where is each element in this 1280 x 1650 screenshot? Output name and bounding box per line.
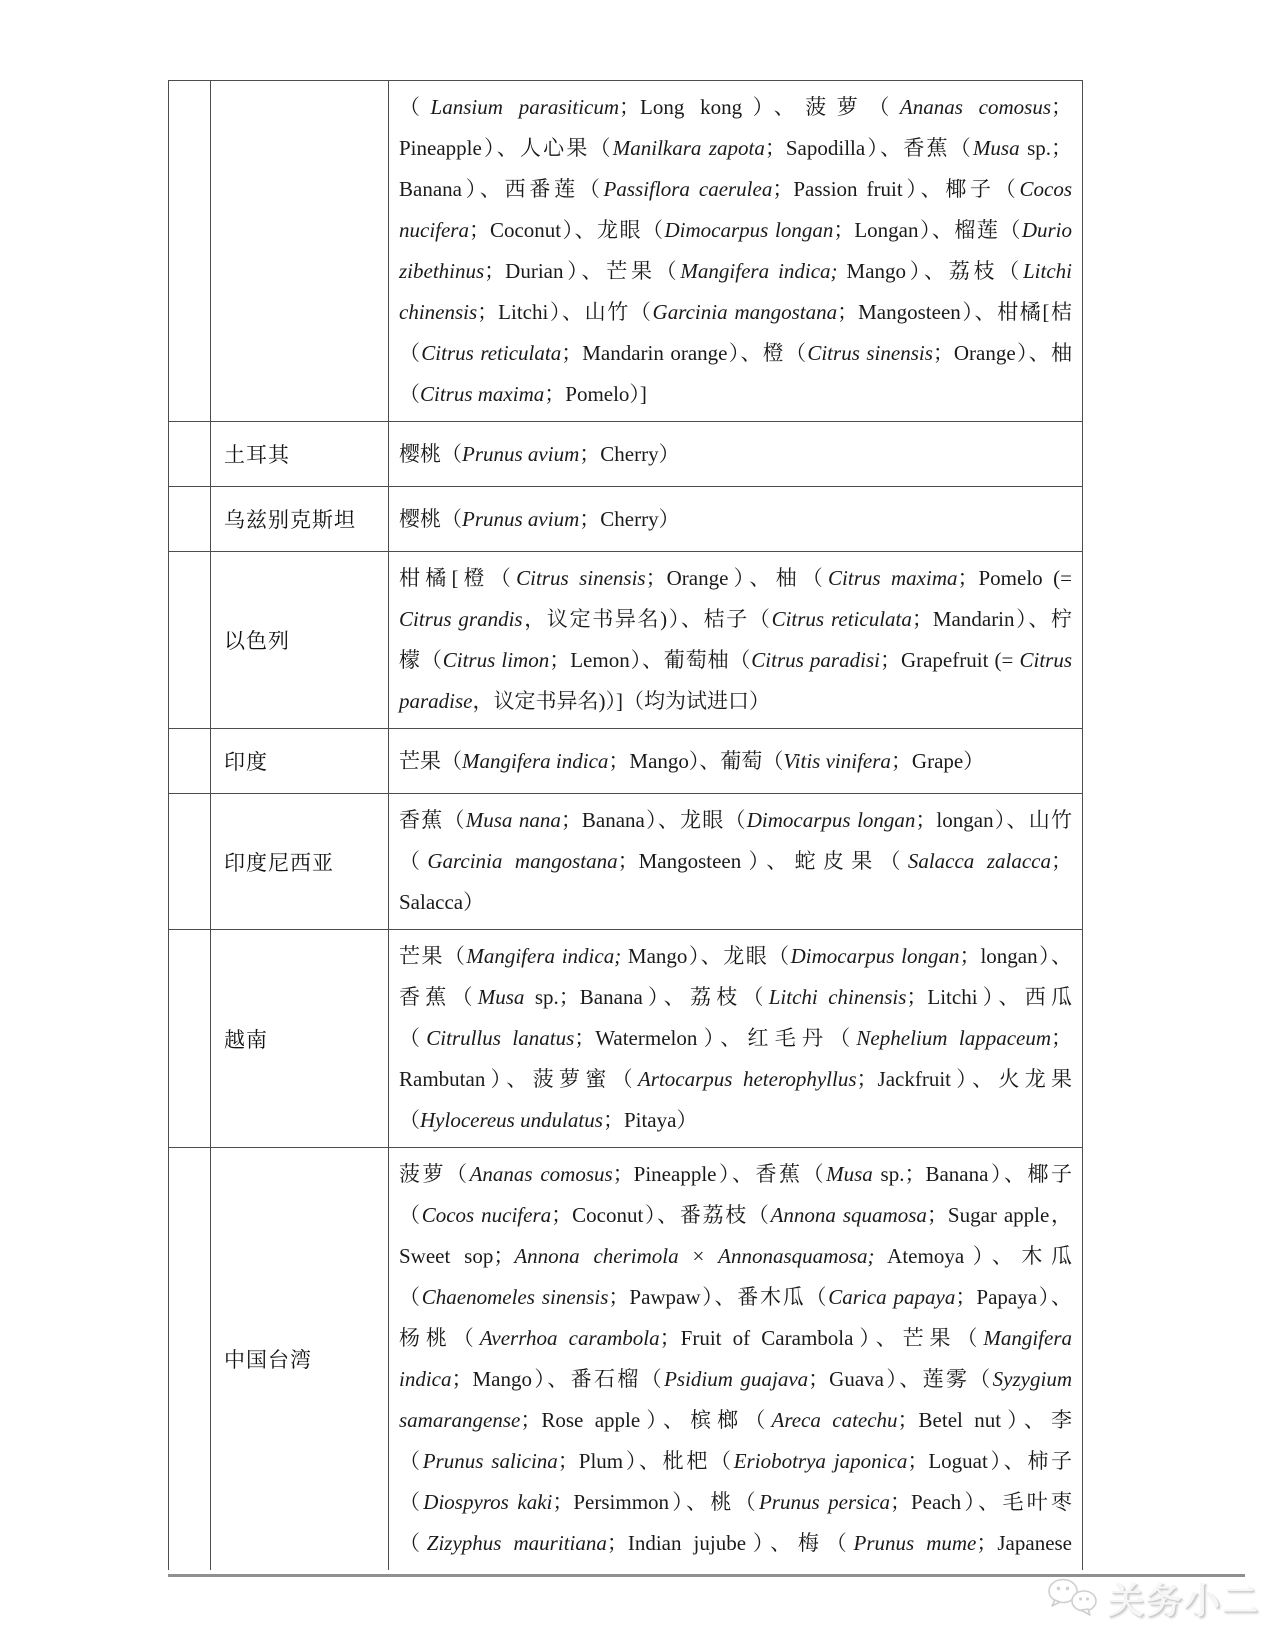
text-line: nucifera；Coconut）、龙眼（Dimocarpus longan；Longan）、榴莲（Durio: [399, 218, 1072, 242]
country-cell: 印度: [211, 729, 389, 793]
row-index-cell: [169, 81, 211, 421]
text-line: （Cocos nucifera；Coconut）、番荔枝（Annona squamosa；Sugar apple，: [399, 1203, 1072, 1227]
text-line: （Citrus reticulata；Mandarin orange）、橙（Citrus sinensis；Orange）、柚: [399, 341, 1072, 365]
fruit-list-cell: [389, 1148, 1082, 1570]
text-line: （Diospyros kaki；Persimmon）、桃（Prunus persica；Peach）、毛叶枣: [399, 1490, 1073, 1514]
country-cell: 印度尼西亚: [211, 794, 389, 929]
text-line: 芒果（Mangifera indica; Mango）、龙眼（Dimocarpus longan；longan）、: [399, 944, 1073, 968]
row-index-cell: [169, 487, 211, 551]
country-cell: 土耳其: [211, 422, 389, 486]
fruit-list-cell: [389, 487, 1082, 551]
watermark-text: 关务小二: [1108, 1579, 1261, 1621]
text-line: Pineapple）、人心果（Manilkara zapota；Sapodilla）、香蕉（Musa sp.；: [399, 136, 1072, 160]
text-line: 樱桃（Prunus avium；Cherry）: [399, 441, 680, 466]
table-row: [169, 487, 1082, 552]
fruit-list-cell: [389, 552, 1082, 728]
table-row: [169, 1148, 1082, 1570]
watermark: [1046, 1568, 1266, 1628]
text-line: 菠萝（Ananas comosus；Pineapple）、香蕉（Musa sp.；Banana）、椰子: [399, 1162, 1072, 1186]
text-line: chinensis；Litchi）、山竹（Garcinia mangostana；Mangosteen）、柑橘[桔: [399, 300, 1072, 324]
fruit-list-cell: [389, 930, 1082, 1147]
text-line: samarangense；Rose apple）、槟榔（Areca catechu；Betel nut）、李: [399, 1408, 1072, 1432]
row-index-cell: [169, 1148, 211, 1570]
country-cell: 以色列: [211, 552, 389, 728]
table-row: [169, 81, 1082, 422]
text-line: 芒果（Mangifera indica；Mango）、葡萄（Vitis vinifera；Grape）: [399, 748, 985, 773]
text-line: paradise，议定书异名)）]（均为试进口）: [399, 689, 770, 713]
text-line: （Zizyphus mauritiana；Indian jujube）、梅（Prunus mume；Japanese: [399, 1531, 1073, 1555]
fruit-list-cell: [389, 729, 1082, 793]
country-cell: 中国台湾: [211, 1148, 389, 1570]
text-line: Salacca）: [399, 890, 485, 914]
table-row: [169, 729, 1082, 794]
text-line: （Chaenomeles sinensis；Pawpaw）、番木瓜（Carica papaya；Papaya）、: [399, 1285, 1073, 1309]
text-line: Sweet sop；Annona cherimola × Annonasquamosa; Atemoya）、木瓜: [399, 1244, 1072, 1268]
country-cell: [211, 81, 389, 421]
row-index-cell: [169, 930, 211, 1147]
text-line: （Garcinia mangostana；Mangosteen）、蛇皮果（Salacca zalacca；: [399, 849, 1073, 873]
page-cut-rule: [168, 1574, 1245, 1577]
text-line: Banana）、西番莲（Passiflora caerulea；Passion fruit）、椰子（Cocos: [399, 177, 1072, 201]
table-row: [169, 422, 1082, 487]
text-line: 杨桃（Averrhoa carambola；Fruit of Carambola）、芒果（Mangifera: [399, 1326, 1073, 1350]
text-line: 檬（Citrus limon；Lemon）、葡萄柚（Citrus paradisi；Grapefruit (= Citrus: [399, 648, 1073, 672]
country-cell: 乌兹别克斯坦: [211, 487, 389, 551]
fruit-list-cell: [389, 794, 1082, 929]
text-line: （Lansium parasiticum；Long kong）、菠萝（Ananas comosus；: [399, 95, 1073, 119]
fruit-list-cell: [389, 81, 1082, 421]
row-index-cell: [169, 729, 211, 793]
table-row: [169, 794, 1082, 930]
text-line: zibethinus；Durian）、芒果（Mangifera indica; Mango）、荔枝（Litchi: [399, 259, 1072, 283]
text-line: Citrus grandis，议定书异名)）、桔子（Citrus reticulata；Mandarin）、柠: [399, 607, 1072, 631]
table-row: [169, 930, 1082, 1148]
text-line: （Citrullus lanatus；Watermelon）、红毛丹（Nephelium lappaceum；: [399, 1026, 1073, 1050]
row-index-cell: [169, 552, 211, 728]
text-line: 香蕉（Musa sp.；Banana）、荔枝（Litchi chinensis；Litchi）、西瓜: [399, 985, 1072, 1009]
text-line: （Hylocereus undulatus；Pitaya）: [399, 1108, 698, 1132]
table-row: [169, 552, 1082, 729]
country-cell: 越南: [211, 930, 389, 1147]
text-line: （Prunus salicina；Plum）、枇杷（Eriobotrya japonica；Loguat）、柿子: [399, 1449, 1073, 1473]
text-line: Rambutan）、菠萝蜜（Artocarpus heterophyllus；Jackfruit）、火龙果: [399, 1067, 1073, 1091]
text-line: （Citrus maxima；Pomelo）]: [399, 382, 647, 406]
row-index-cell: [169, 794, 211, 929]
fruit-list-cell: [389, 422, 1082, 486]
row-index-cell: [169, 422, 211, 486]
text-line: 香蕉（Musa nana；Banana）、龙眼（Dimocarpus longan；longan）、山竹: [399, 808, 1073, 832]
text-line: 柑橘[橙（Citrus sinensis；Orange）、柚（Citrus maxima；Pomelo (=: [399, 566, 1072, 590]
fruit-table: [168, 80, 1083, 1570]
wechat-bubbles-icon: [1046, 1575, 1102, 1621]
text-line: indica；Mango）、番石榴（Psidium guajava；Guava）、莲雾（Syzygium: [399, 1367, 1072, 1391]
text-line: 樱桃（Prunus avium；Cherry）: [399, 506, 680, 531]
